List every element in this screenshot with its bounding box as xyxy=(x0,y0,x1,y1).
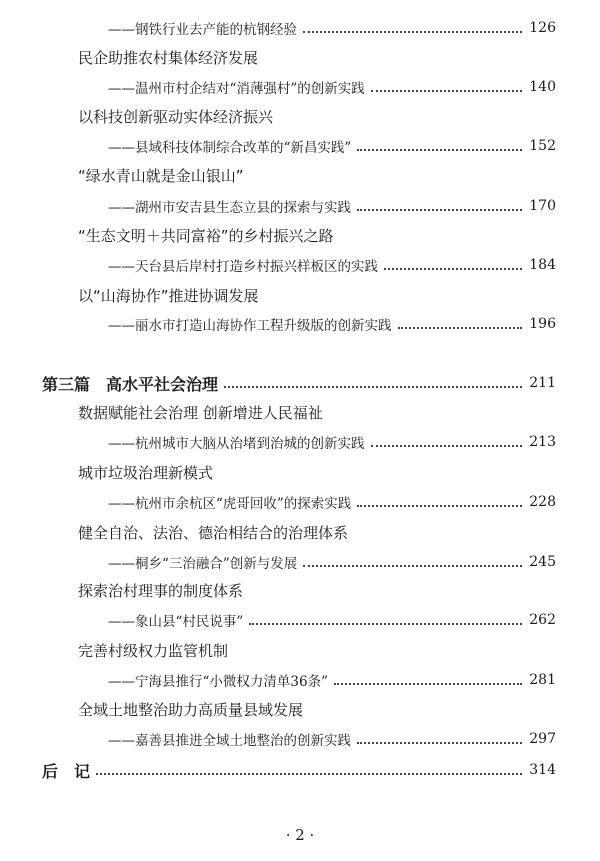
entry-text: 以科技创新驱动实体经济振兴 xyxy=(78,107,274,126)
toc-entry-title[interactable] xyxy=(78,222,334,248)
entry-page-number: 170 xyxy=(529,198,556,214)
dot-leader xyxy=(303,17,522,33)
part-label: 第三篇 xyxy=(42,374,91,394)
toc-entry-title[interactable] xyxy=(78,282,259,308)
toc-entry-part[interactable] xyxy=(42,370,556,396)
entry-text: 健全自治、法治、德治相结合的治理体系 xyxy=(78,523,349,542)
entry-text: ——天台县后岸村打造乡村振兴样板区的实践 xyxy=(108,259,378,275)
toc-entry-title[interactable] xyxy=(78,577,243,603)
dot-leader xyxy=(334,669,522,685)
entry-page-number: 126 xyxy=(529,20,556,36)
part-title: 高水平社会治理 xyxy=(106,374,219,394)
entry-text: 以“山海协作”推进协调发展 xyxy=(78,286,259,305)
entry-text: ——象山县“村民说事” xyxy=(108,614,244,630)
entry-page-number: 152 xyxy=(529,138,556,154)
entry-text: ——嘉善县推进全域土地整治的创新实践 xyxy=(108,733,351,749)
toc-entry-sub[interactable] xyxy=(108,667,556,693)
toc-entry-sub[interactable] xyxy=(108,429,556,455)
toc-entry-title[interactable] xyxy=(78,399,323,425)
toc-entry-sub[interactable] xyxy=(108,311,556,337)
toc-entry-sub[interactable] xyxy=(108,133,556,159)
toc-entry-title[interactable] xyxy=(78,519,348,545)
dot-leader xyxy=(357,195,522,211)
dot-leader xyxy=(357,491,522,507)
entry-page-number: 245 xyxy=(529,554,556,570)
dot-leader xyxy=(384,254,522,270)
entry-text: 数据赋能社会治理 创新增进人民福祉 xyxy=(78,403,323,422)
entry-text: ——宁海县推行“小微权力清单36条” xyxy=(108,674,328,690)
toc-entry-title[interactable] xyxy=(78,459,213,485)
entry-text: 城市垃圾治理新模式 xyxy=(78,463,214,482)
entry-page-number: 184 xyxy=(529,257,556,273)
toc-entry-title[interactable] xyxy=(78,696,303,722)
dot-leader xyxy=(249,609,522,625)
entry-text: ——县域科技体制综合改革的“新昌实践” xyxy=(108,140,352,156)
entry-text: ——丽水市打造山海协作工程升级版的创新实践 xyxy=(108,318,392,334)
entry-text: ——杭州市余杭区“虎哥回收”的探索实践 xyxy=(108,496,352,512)
entry-page-number: 140 xyxy=(529,79,556,95)
toc-entry-sub[interactable] xyxy=(108,489,556,515)
entry-text: “绿水青山就是金山银山” xyxy=(78,166,244,185)
entry-text: ——钢铁行业去产能的杭钢经验 xyxy=(108,22,297,38)
page-number-footer: · 2 · xyxy=(285,826,315,844)
toc-entry-title[interactable] xyxy=(78,637,228,663)
toc-entry-sub[interactable] xyxy=(108,15,556,41)
dot-leader xyxy=(357,135,522,151)
dot-leader xyxy=(357,728,522,744)
toc-entry-afterword[interactable] xyxy=(42,757,556,783)
entry-text: 完善村级权力监管机制 xyxy=(78,641,229,660)
toc-entry-sub[interactable] xyxy=(108,74,556,100)
toc-entry-sub[interactable] xyxy=(108,549,556,575)
entry-page-number: 297 xyxy=(529,731,556,747)
dot-leader xyxy=(96,759,522,775)
entry-text: ——湖州市安吉县生态立县的探索与实践 xyxy=(108,200,351,216)
entry-text: ——杭州城市大脑从治堵到治城的创新实践 xyxy=(108,436,365,452)
entry-page-number: 213 xyxy=(529,434,556,450)
entry-text: ——温州市村企结对“消薄强村”的创新实践 xyxy=(108,81,365,97)
toc-entry-sub[interactable] xyxy=(108,726,556,752)
toc-entry-title[interactable] xyxy=(78,44,258,70)
entry-text: 探索治村理事的制度体系 xyxy=(78,581,244,600)
dot-leader xyxy=(398,313,523,329)
entry-page-number: 228 xyxy=(529,494,556,510)
part-label: 后 记 xyxy=(42,761,91,781)
toc-entry-sub[interactable] xyxy=(108,252,556,278)
entry-page-number: 196 xyxy=(529,316,556,332)
entry-page-number: 314 xyxy=(529,762,556,778)
entry-text: 全域土地整治助力高质量县域发展 xyxy=(78,700,304,719)
dot-leader xyxy=(303,551,522,567)
entry-text: “生态文明＋共同富裕”的乡村振兴之路 xyxy=(78,226,334,245)
toc-entry-title[interactable] xyxy=(78,162,244,188)
entry-page-number: 262 xyxy=(529,612,556,628)
toc-entry-sub[interactable] xyxy=(108,607,556,633)
entry-text: ——桐乡“三治融合”创新与发展 xyxy=(108,556,298,572)
entry-page-number: 211 xyxy=(529,375,556,391)
entry-text: 民企助推农村集体经济发展 xyxy=(78,48,259,67)
dot-leader xyxy=(224,372,522,388)
entry-page-number: 281 xyxy=(529,672,556,688)
dot-leader xyxy=(371,431,523,447)
toc-entry-title[interactable] xyxy=(78,103,273,129)
dot-leader xyxy=(371,76,522,92)
toc-entry-sub[interactable] xyxy=(108,193,556,219)
